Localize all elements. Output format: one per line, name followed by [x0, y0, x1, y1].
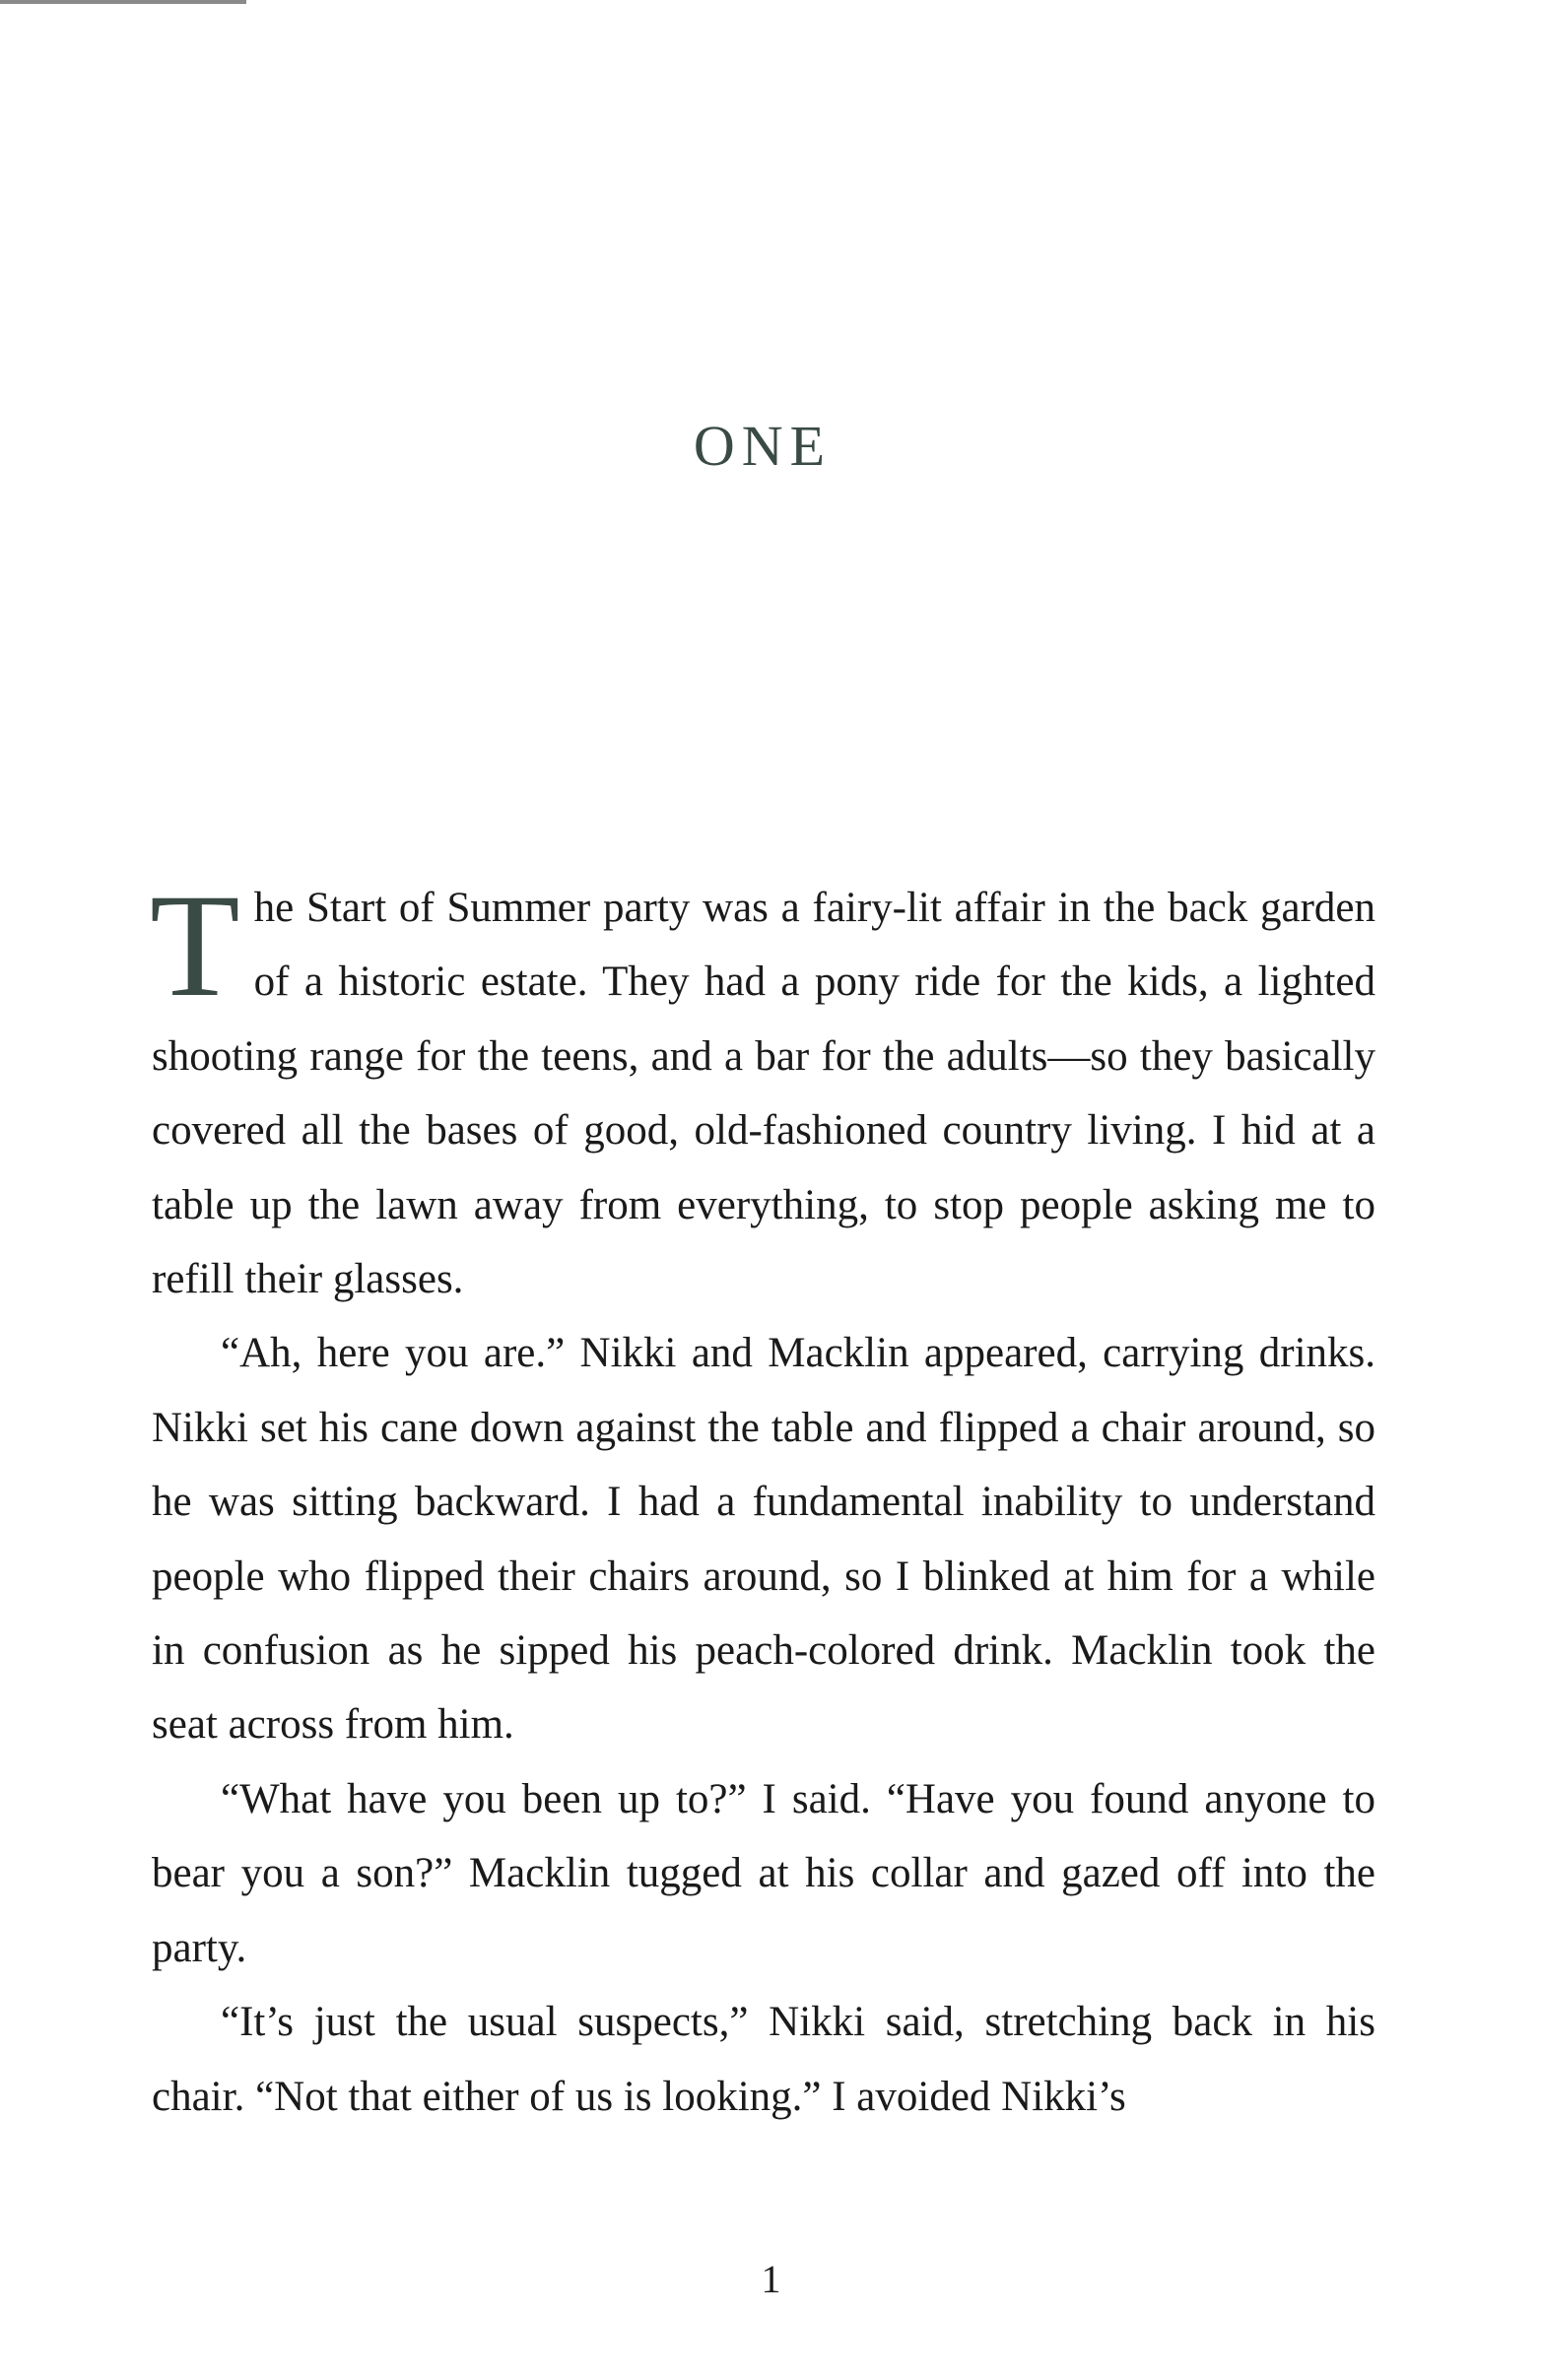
drop-cap: T	[150, 864, 240, 1027]
paragraph-1	[150, 864, 1375, 1316]
chapter-body	[150, 864, 1375, 2134]
paragraph-2: “Ah, here you are.” Nikki and Macklin appeared, carrying drinks. Nikki set his cane down against the table and flipped a chair around, so he was sitting backward. I had a fundamental inability to understand people who flipped their chairs around, so I blinked at him for a while in confusion as he sipped his peach-colored drink. Macklin took the seat across from him.	[152, 1330, 1375, 1749]
paragraph-3: “What have you been up to?” I said. “Have you found anyone to bear you a son?” Macklin tugged at his collar and gazed off into the party.	[152, 1775, 1375, 1971]
paragraph-4: “It’s just the usual suspects,” Nikki said, stretching back in his chair. “Not that either of us is looking.” I avoided Nikki’s	[152, 1999, 1375, 2120]
page-number: 1	[761, 2257, 781, 2301]
paragraph-1-text: he Start of Summer party was a fairy-lit affair in the back garden of a historic estate. They had a pony ride for the kids, a lighted shooting range for the teens, and a bar for the adults—so they basically covered all the bases of good, old-fashioned country living. I hid at a table up the lawn away from everything, to stop people asking me to refill their glasses.	[152, 885, 1375, 1303]
page-edge-mark	[0, 0, 246, 4]
chapter-title: ONE	[693, 413, 833, 478]
